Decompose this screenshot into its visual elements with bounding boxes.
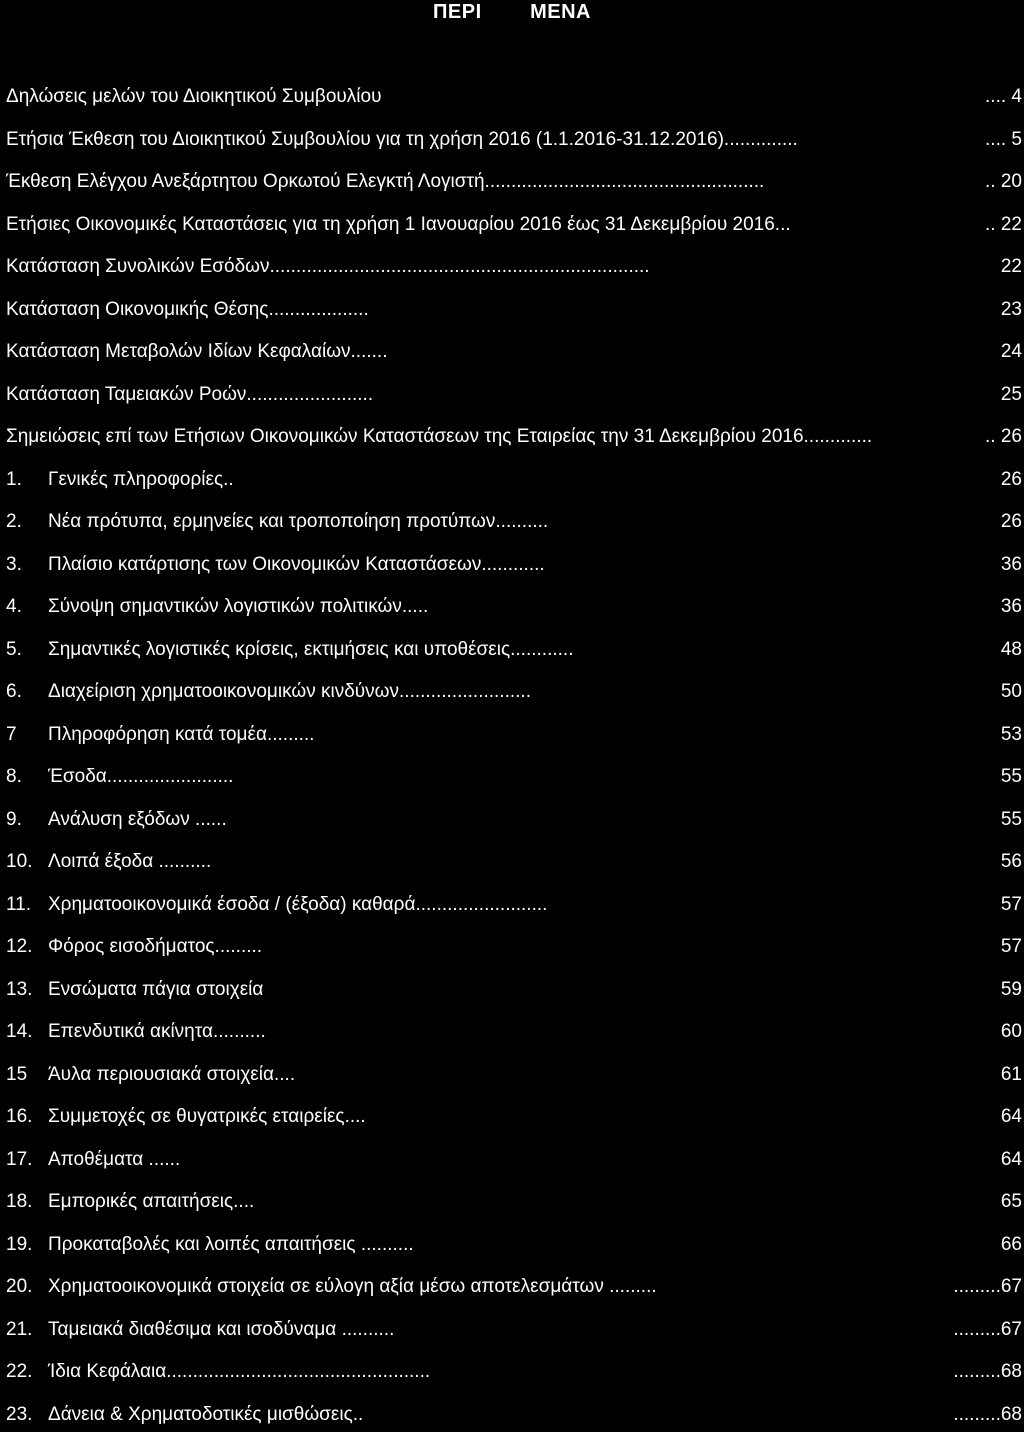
toc-entry-page-number: 50 — [1000, 681, 1022, 702]
toc-entry[interactable] — [6, 1358, 1022, 1386]
toc-entry-page-number: 66 — [1000, 1233, 1022, 1255]
toc-entry-number: 8. — [6, 766, 22, 787]
toc-entry[interactable] — [6, 381, 1022, 409]
toc-entry-title: Χρηματοοικονομικά στοιχεία σε εύλογη αξία μέσω αποτελεσμάτων ......... — [48, 1276, 657, 1297]
toc-entry[interactable] — [6, 763, 1022, 791]
page-title: ΠΕΡΙ ΜΕΝΑ — [432, 1, 592, 23]
toc-entry-page-number: 65 — [1000, 1191, 1022, 1212]
toc-entry-title: Συμμετοχές σε θυγατρικές εταιρείες.... — [48, 1106, 366, 1127]
toc-entry-title: Σημειώσεις επί των Ετήσιων Οικονομικών Καταστάσεων της Εταιρείας την 31 Δεκεμβρίου 2016............. — [6, 426, 873, 447]
toc-entry-title: Πληροφόρηση κατά τομέα......... — [48, 723, 315, 745]
toc-entry[interactable] — [6, 593, 1022, 621]
toc-entry-page-number: .. 20 — [985, 171, 1022, 192]
toc-entry-number: 23. — [6, 1403, 33, 1425]
toc-entry-title: Κατάσταση Ταμειακών Ροών........................ — [6, 383, 374, 405]
toc-entry-title: Κατάσταση Συνολικών Εσόδων........................................................................ — [6, 256, 650, 277]
toc-entry-title: Επενδυτικά ακίνητα.......... — [48, 1021, 266, 1042]
toc-entry-number: 21. — [6, 1318, 33, 1340]
toc-entry-title: Δηλώσεις μελών του Διοικητικού Συμβουλίου — [6, 86, 382, 107]
toc-entry-title: Νέα πρότυπα, ερμηνείες και τροποποίηση προτύπων.......... — [48, 511, 549, 532]
toc-entry-title: Δάνεια & Χρηματοδοτικές μισθώσεις.. — [48, 1403, 364, 1425]
toc-entry-title: Σημαντικές λογιστικές κρίσεις, εκτιμήσεις και υποθέσεις............ — [48, 638, 574, 660]
toc-entry-number: 16. — [6, 1106, 33, 1127]
toc-entry-title: Ενσώματα πάγια στοιχεία — [48, 978, 264, 1000]
toc-entry-title: Σύνοψη σημαντικών λογιστικών πολιτικών..... — [48, 596, 429, 617]
toc-entry-page-number: 60 — [1000, 1021, 1022, 1042]
toc-entry-page-number: 36 — [1000, 596, 1022, 617]
toc-entry[interactable] — [6, 423, 1022, 451]
toc-entry[interactable] — [6, 508, 1022, 536]
toc-entry-page-number: 56 — [1000, 851, 1022, 872]
toc-entry-title: Έκθεση Ελέγχου Ανεξάρτητου Ορκωτού Ελεγκτή Λογιστή..................................................... — [6, 171, 765, 192]
toc-entry-title: Ετήσια Έκθεση του Διοικητικού Συμβουλίου για τη χρήση 2016 (1.1.2016-31.12.2016).............. — [6, 128, 798, 150]
toc-entry-number: 3. — [6, 553, 22, 575]
toc-entry-number: 12. — [6, 936, 33, 957]
toc-entry-page-number: .........68 — [953, 1403, 1022, 1425]
toc-entry-number: 1. — [6, 468, 22, 490]
toc-entry-page-number: .........67 — [953, 1276, 1022, 1297]
toc-entry[interactable] — [6, 1146, 1022, 1174]
toc-entry-title: Προκαταβολές και λοιπές απαιτήσεις .......... — [48, 1233, 414, 1255]
toc-entry-title: Ίδια Κεφάλαια.................................................. — [48, 1361, 431, 1382]
toc-entry-number: 6. — [6, 681, 22, 702]
toc-entry-title: Πλαίσιο κατάρτισης των Οικονομικών Καταστάσεων............ — [48, 553, 545, 575]
toc-entry[interactable] — [6, 1231, 1022, 1259]
toc-entry[interactable] — [6, 1103, 1022, 1131]
toc-entry-number: 18. — [6, 1191, 33, 1212]
toc-entry-page-number: 24 — [1000, 341, 1022, 362]
toc-entry[interactable] — [6, 976, 1022, 1004]
toc-entry[interactable] — [6, 296, 1022, 324]
toc-entry-title: Εμπορικές απαιτήσεις.... — [48, 1191, 255, 1212]
toc-entry[interactable] — [6, 168, 1022, 196]
toc-entry[interactable] — [6, 1401, 1022, 1429]
toc-entry-page-number: 59 — [1000, 978, 1022, 1000]
toc-entry-page-number: 57 — [1000, 936, 1022, 957]
toc-entry[interactable] — [6, 466, 1022, 494]
toc-entry-number: 14. — [6, 1021, 33, 1042]
toc-entry-title: Ταμειακά διαθέσιμα και ισοδύναμα .......... — [48, 1318, 395, 1340]
toc-entry[interactable] — [6, 253, 1022, 281]
toc-entry-number: 10. — [6, 851, 33, 872]
toc-entry-title: Χρηματοοικονομικά έσοδα / (έξοδα) καθαρά......................... — [48, 893, 548, 915]
toc-entry-number: 4. — [6, 596, 22, 617]
toc-entry-title: Κατάσταση Οικονομικής Θέσης................... — [6, 298, 369, 320]
toc-entry[interactable] — [6, 211, 1022, 239]
toc-entry-page-number: 55 — [1000, 808, 1022, 830]
toc-entry-page-number: 26 — [1000, 468, 1022, 490]
toc-entry-page-number: .........68 — [953, 1361, 1022, 1382]
toc-entry-page-number: 61 — [1000, 1063, 1022, 1085]
toc-entry-number: 19. — [6, 1233, 33, 1255]
toc-entry-title: Έσοδα........................ — [48, 766, 234, 787]
toc-entry-number: 9. — [6, 808, 22, 830]
toc-entry-page-number: 53 — [1000, 723, 1022, 745]
toc-entry-title: Άυλα περιουσιακά στοιχεία.... — [48, 1063, 296, 1085]
toc-entry-title: Κατάσταση Μεταβολών Ιδίων Κεφαλαίων....... — [6, 341, 388, 362]
toc-entry[interactable] — [6, 678, 1022, 706]
toc-entry-page-number: 64 — [1000, 1106, 1022, 1127]
toc-entry-page-number: 57 — [1000, 893, 1022, 915]
toc-entry-title: Λοιπά έξοδα .......... — [48, 851, 212, 872]
toc-entry-title: Φόρος εισοδήματος......... — [48, 936, 263, 957]
toc-entry[interactable] — [6, 126, 1022, 154]
toc-entry[interactable] — [6, 891, 1022, 919]
toc-entry[interactable] — [6, 551, 1022, 579]
toc-entry[interactable] — [6, 1188, 1022, 1216]
toc-entry-page-number: 22 — [1000, 256, 1022, 277]
toc-entry-number: 5. — [6, 638, 22, 660]
toc-entry-number: 13. — [6, 978, 33, 1000]
toc-entry[interactable] — [6, 1273, 1022, 1301]
toc-entry-number: 7 — [6, 723, 17, 745]
toc-entry-page-number: .... 5 — [985, 128, 1022, 150]
toc-entry-page-number: 36 — [1000, 553, 1022, 575]
toc-entry[interactable] — [6, 933, 1022, 961]
toc-entry-title: Ετήσιες Οικονομικές Καταστάσεις για τη χρήση 1 Ιανουαρίου 2016 έως 31 Δεκεμβρίου 2016... — [6, 213, 791, 235]
toc-entry-page-number: .. 22 — [985, 213, 1022, 235]
toc-entry-title: Αποθέματα ...... — [48, 1148, 181, 1170]
toc-entry-page-number: 48 — [1000, 638, 1022, 660]
toc-entry-page-number: 26 — [1000, 511, 1022, 532]
toc-entry[interactable] — [6, 806, 1022, 834]
toc-entry[interactable] — [6, 83, 1022, 111]
toc-entry[interactable] — [6, 338, 1022, 366]
toc-entry-page-number: .. 26 — [985, 426, 1022, 447]
toc-entry-number: 2. — [6, 511, 22, 532]
toc-entry-title: Διαχείριση χρηματοοικονομικών κινδύνων......................... — [48, 681, 531, 702]
toc-entry[interactable] — [6, 1018, 1022, 1046]
toc-entry[interactable] — [6, 848, 1022, 876]
toc-entry-page-number: .........67 — [953, 1318, 1022, 1340]
toc-entry-page-number: .... 4 — [985, 86, 1022, 107]
toc-entry-number: 11. — [6, 893, 32, 915]
toc-entry-page-number: 25 — [1000, 383, 1022, 405]
toc-entry-page-number: 64 — [1000, 1148, 1022, 1170]
toc-entry-number: 20. — [6, 1276, 33, 1297]
toc-entry-number: 22. — [6, 1361, 33, 1382]
toc-entry-title: Γενικές πληροφορίες.. — [48, 468, 234, 490]
toc-entry-page-number: 23 — [1000, 298, 1022, 320]
toc-entry[interactable] — [6, 721, 1022, 749]
toc-entry-page-number: 55 — [1000, 766, 1022, 787]
toc-entry-number: 17. — [6, 1148, 33, 1170]
toc-entry[interactable] — [6, 1316, 1022, 1344]
toc-entry[interactable] — [6, 1061, 1022, 1089]
toc-entry[interactable] — [6, 636, 1022, 664]
toc-entry-number: 15 — [6, 1063, 28, 1085]
toc-entry-title: Ανάλυση εξόδων ...... — [48, 808, 227, 830]
